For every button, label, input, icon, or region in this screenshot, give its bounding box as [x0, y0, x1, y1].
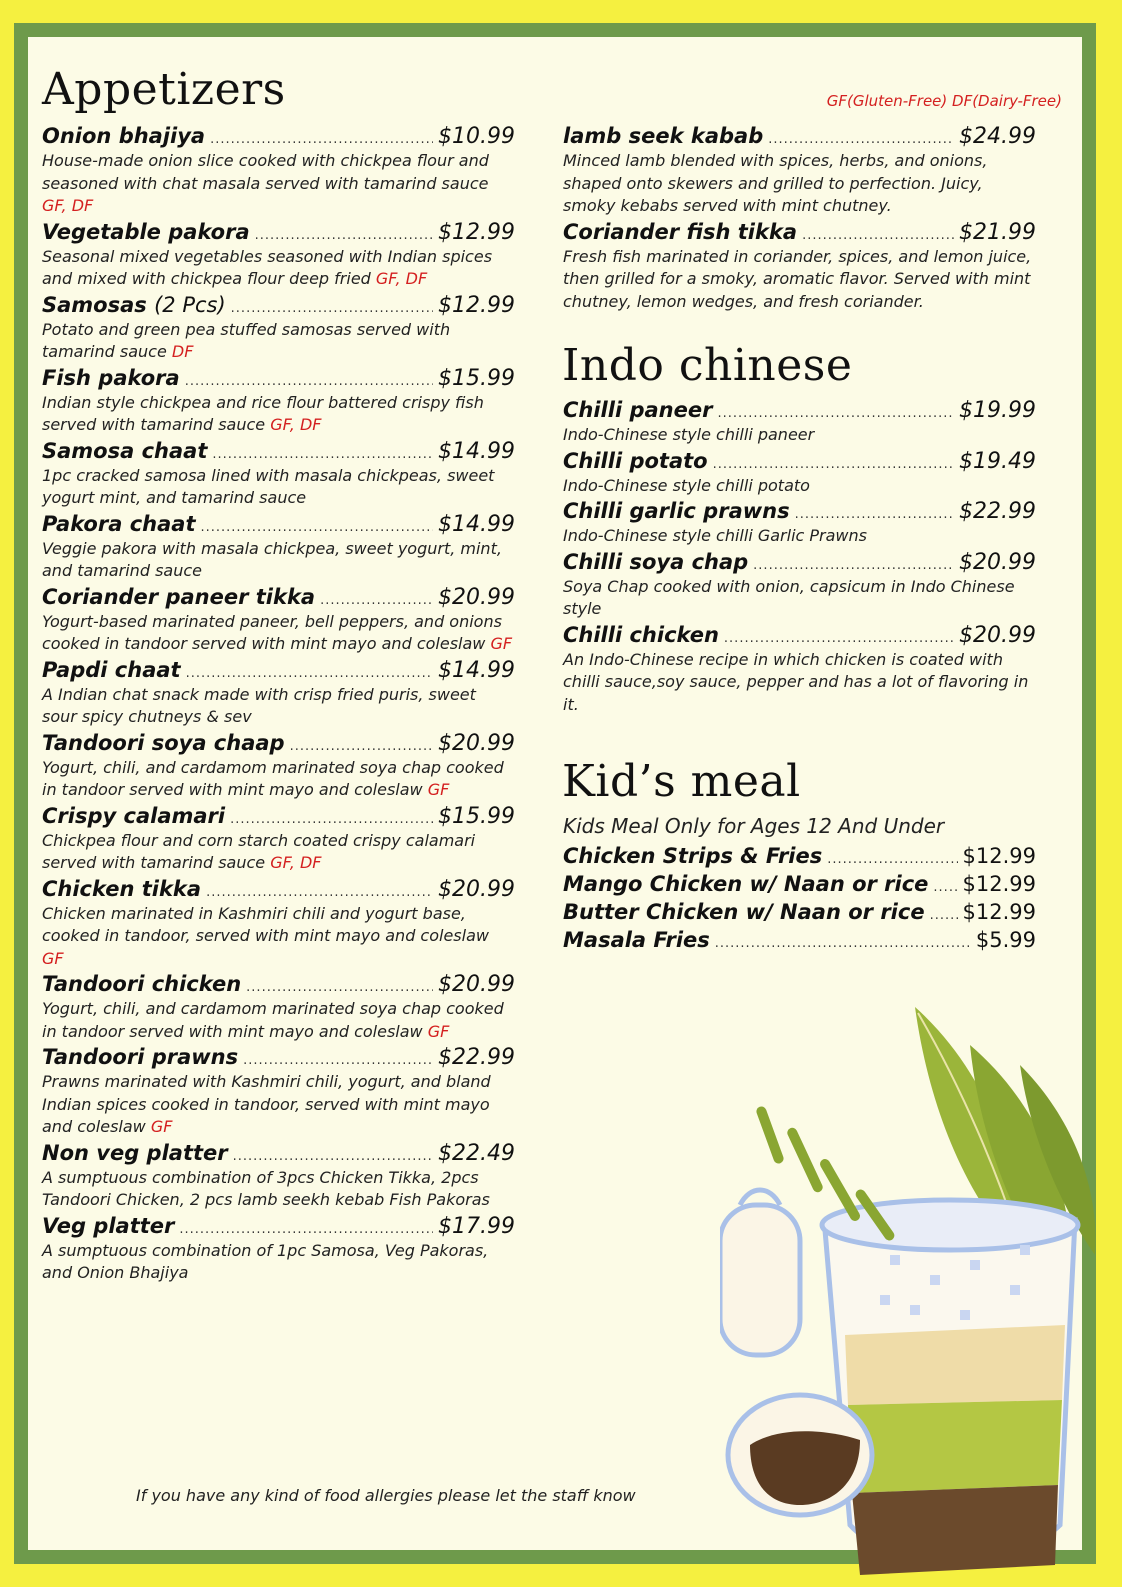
menu-item-price: $22.99	[438, 1045, 515, 1070]
menu-item-name-text: Chilli chicken	[563, 622, 719, 647]
menu-item-name-text: Crispy calamari	[42, 803, 226, 828]
menu-item-description-text: Soya Chap cooked with onion, capsicum in Indo Chinese style	[563, 576, 1015, 618]
menu-item-price: $14.99	[438, 657, 515, 683]
menu-item-description	[42, 465, 515, 510]
menu-item-name	[42, 220, 250, 244]
indo-chinese-list	[563, 398, 1036, 718]
menu-item-name	[563, 220, 797, 244]
menu-item-price: $14.99	[438, 511, 515, 537]
dot-leader	[930, 908, 958, 923]
menu-item-name	[563, 844, 822, 868]
menu-item-name	[563, 499, 790, 523]
menu-item-row	[42, 512, 515, 537]
menu-item-price: $15.99	[438, 803, 515, 829]
menu-item-price: $20.99	[438, 972, 515, 997]
menu-item	[563, 398, 1036, 447]
menu-item	[42, 366, 515, 437]
menu-item-description-text: A sumptuous combination of 1pc Samosa, Veg Pakoras, and Onion Bhajiya	[42, 1240, 489, 1282]
menu-item-price: $22.49	[438, 1140, 515, 1166]
menu-item-row	[563, 220, 1036, 245]
menu-item-description	[42, 246, 515, 291]
menu-item	[42, 124, 515, 218]
menu-item-row	[42, 366, 515, 391]
menu-item	[563, 124, 1036, 218]
menu-item-description	[563, 576, 1036, 621]
menu-item	[563, 449, 1036, 498]
menu-item-name	[563, 872, 928, 896]
menu-item-price: $12.99	[962, 844, 1036, 868]
menu-item-description-text: Yogurt-based marinated paneer, bell peppers, and onions cooked in tandoor served with mint mayo and coleslaw	[42, 611, 502, 653]
dot-leader	[185, 374, 433, 389]
menu-item-description-text: Prawns marinated with Kashmiri chili, yogurt, and bland Indian spices cooked in tandoor, served with mint mayo and coleslaw	[42, 1072, 491, 1136]
menu-item-portion: (2 Pcs)	[154, 292, 226, 317]
menu-item-price: $20.99	[438, 876, 515, 902]
menu-item-price: $12.99	[438, 292, 515, 318]
dietary-tags: GF	[150, 1117, 173, 1136]
menu-item	[42, 804, 515, 875]
dot-leader	[724, 631, 954, 646]
menu-item-name-text: Chilli soya chap	[563, 549, 749, 574]
menu-item-description	[563, 649, 1036, 717]
menu-item-description-text: Fresh fish marinated in coriander, spices, and lemon juice, then grilled for a smoky, aromatic flavor. Served with mint chutney, lemon wedges, and fresh coriander.	[563, 246, 1032, 311]
menu-item	[563, 220, 1036, 314]
menu-item-row	[563, 900, 1036, 924]
menu-item	[42, 585, 515, 656]
menu-item-description-text: 1pc cracked samosa lined with masala chickpeas, sweet yogurt mint, and tamarind sauce	[42, 465, 495, 507]
menu-item-name	[42, 512, 195, 536]
dot-leader	[768, 132, 954, 147]
dot-leader	[246, 980, 433, 995]
menu-item-row	[563, 844, 1036, 868]
menu-item-row	[563, 872, 1036, 896]
menu-item-description-text: Yogurt, chili, and cardamom marinated soya chap cooked in tandoor served with mint mayo and coleslaw	[42, 999, 504, 1041]
menu-item-price: $10.99	[438, 124, 515, 149]
menu-item	[563, 872, 1036, 896]
menu-item-name	[42, 731, 285, 755]
dot-leader	[200, 520, 433, 535]
menu-item-name	[42, 124, 205, 148]
menu-item-description	[42, 1167, 515, 1212]
menu-item-row	[42, 804, 515, 829]
menu-item-name-text: Chilli potato	[563, 448, 708, 473]
menu-item-row	[563, 124, 1036, 149]
menu-item-name	[563, 550, 748, 574]
dot-leader	[243, 1053, 433, 1068]
food-illustration	[720, 1005, 1122, 1587]
menu-item-description	[563, 246, 1036, 314]
dot-leader	[290, 739, 433, 754]
menu-item-name-text: Samosas	[42, 292, 147, 317]
menu-item-name-text: Chicken tikka	[42, 876, 202, 901]
indo-chinese-title: Indo chinese	[562, 340, 853, 391]
dietary-tags: GF, DF	[375, 269, 428, 288]
menu-item	[42, 1045, 515, 1139]
menu-item-price: $12.99	[962, 872, 1036, 896]
menu-item-name	[563, 900, 925, 924]
menu-item	[42, 731, 515, 802]
menu-item-price: $19.99	[959, 398, 1036, 423]
menu-item-description-text: House-made onion slice cooked with chickpea flour and seasoned with chat masala served with tamarind sauce	[42, 151, 489, 193]
menu-item-name	[563, 449, 708, 473]
menu-item-price: $17.99	[438, 1213, 515, 1239]
menu-item-description	[42, 757, 515, 802]
menu-item-name	[42, 1214, 174, 1238]
menu-item-row	[42, 658, 515, 683]
menu-item-description	[42, 1240, 515, 1285]
menu-item-description-text: Indo-Chinese style chilli paneer	[563, 425, 815, 444]
dot-leader	[231, 301, 433, 316]
menu-item-row	[42, 1214, 515, 1239]
dot-leader	[717, 406, 954, 421]
menu-item-description-text: Chicken marinated in Kashmiri chili and yogurt base, cooked in tandoor, served with mint mayo and coleslaw	[42, 903, 489, 945]
menu-item-description-text: A sumptuous combination of 3pcs Chicken Tikka, 2pcs Tandoori Chicken, 2 pcs lamb seekh kebab Fish Pakoras	[42, 1167, 490, 1209]
menu-item-row	[42, 972, 515, 997]
dot-leader	[713, 457, 954, 472]
menu-item	[42, 293, 515, 364]
menu-item-name	[42, 1141, 228, 1165]
menu-item-description	[42, 830, 515, 875]
menu-item-price: $14.99	[438, 438, 515, 464]
dot-leader	[795, 507, 954, 522]
menu-item-row	[563, 449, 1036, 474]
menu-item-description-text: An Indo-Chinese recipe in which chicken is coated with chilli sauce,soy sauce, pepper and has a lot of flavoring in it.	[563, 649, 1029, 714]
menu-item-name	[42, 1045, 238, 1069]
dot-leader	[320, 593, 433, 608]
menu-item-name	[42, 804, 225, 828]
menu-item-row	[563, 928, 1036, 952]
dot-leader	[933, 880, 957, 895]
menu-item-name-text: Non veg platter	[42, 1140, 228, 1165]
menu-item-name-text: Veg platter	[42, 1213, 175, 1238]
menu-item-name-text: Tandoori chicken	[42, 972, 242, 996]
menu-item	[42, 220, 515, 291]
menu-item-price: $20.99	[438, 730, 515, 756]
menu-item-row	[42, 877, 515, 902]
menu-item-price: $20.99	[959, 622, 1036, 648]
menu-item-price: $19.49	[959, 448, 1036, 474]
menu-item-name	[563, 623, 719, 647]
menu-item	[42, 512, 515, 583]
dot-leader	[230, 812, 433, 827]
menu-item-name	[563, 398, 712, 422]
menu-item-name-text: Mango Chicken w/ Naan or rice	[563, 872, 929, 896]
menu-item-price: $12.99	[962, 900, 1036, 924]
menu-item-description	[563, 150, 1036, 218]
jar-illustration	[720, 1190, 800, 1355]
menu-item-description-text: Chickpea flour and corn starch coated crispy calamari served with tamarind sauce	[42, 830, 476, 872]
menu-item-name	[563, 928, 710, 952]
menu-item-description	[563, 424, 1036, 447]
menu-item-name-text: Tandoori soya chaap	[42, 730, 285, 755]
glass-illustration	[822, 1200, 1078, 1575]
kids-meal-section	[563, 806, 1036, 956]
chutney-jar-illustration	[728, 1395, 872, 1515]
menu-item-name	[42, 293, 226, 317]
menu-item	[42, 1141, 515, 1212]
menu-item-name-text: Fish pakora	[42, 365, 180, 390]
menu-item-price: $15.99	[438, 365, 515, 391]
dietary-tags: GF, DF	[270, 415, 322, 434]
dot-leader	[715, 936, 971, 951]
menu-item-name-text: Butter Chicken w/ Naan or rice	[563, 900, 925, 924]
menu-item-row	[42, 124, 515, 149]
menu-item	[563, 900, 1036, 924]
menu-item-row	[42, 1141, 515, 1166]
dot-leader	[179, 1222, 433, 1237]
menu-item	[563, 844, 1036, 868]
menu-item-description	[42, 611, 515, 656]
menu-item-row	[42, 1045, 515, 1070]
menu-item-description-text: Minced lamb blended with spices, herbs, and onions, shaped onto skewers and grilled to perfection. Juicy, smoky kebabs served with mint chutney.	[563, 151, 988, 215]
menu-item-description-text: Yogurt, chili, and cardamom marinated soya chap cooked in tandoor served with mint mayo and coleslaw	[42, 757, 504, 799]
menu-item-name-text: Coriander fish tikka	[563, 219, 798, 244]
menu-item-name-text: Tandoori prawns	[42, 1045, 239, 1069]
dietary-tags: GF	[427, 780, 450, 799]
menu-item-price: $20.99	[959, 549, 1036, 575]
appetizers-list	[42, 124, 515, 1287]
menu-item-description	[42, 684, 515, 729]
allergy-notice: If you have any kind of food allergies please let the staff know	[136, 1486, 636, 1505]
menu-item-price: $21.99	[959, 219, 1036, 245]
menu-item-description	[42, 1071, 515, 1139]
menu-item	[42, 972, 515, 1043]
menu-item-description-text: Indian style chickpea and rice flour battered crispy fish served with tamarind sauce	[42, 392, 484, 434]
menu-item-name	[42, 972, 241, 996]
kids-meal-title: Kid’s meal	[562, 756, 801, 807]
dietary-tags: GF, DF	[42, 196, 94, 215]
menu-item-name-text: Chilli paneer	[563, 398, 713, 422]
menu-item-description-text: Veggie pakora with masala chickpea, sweet yogurt, mint, and tamarind sauce	[42, 538, 502, 580]
dot-leader	[255, 228, 433, 243]
menu-item-name-text: Onion bhajiya	[42, 124, 206, 148]
menu-item-row	[42, 585, 515, 610]
kids-meal-list	[563, 844, 1036, 952]
menu-item-description	[563, 475, 1036, 498]
dietary-tags: GF	[490, 634, 513, 653]
menu-item-name-text: lamb seek kabab	[563, 124, 764, 148]
menu-item-name-text: Samosa chaat	[42, 438, 208, 463]
menu-item-price: $24.99	[959, 124, 1036, 149]
menu-item	[42, 658, 515, 729]
menu-item-name-text: Papdi chaat	[42, 657, 181, 682]
menu-item-description	[42, 903, 515, 971]
menu-item-price: $22.99	[959, 499, 1036, 524]
dot-leader	[827, 852, 957, 867]
menu-item-row	[42, 731, 515, 756]
dietary-tags: GF	[427, 1021, 450, 1041]
menu-item-name-text: Coriander paneer tikka	[42, 584, 316, 609]
menu-item-row	[563, 499, 1036, 524]
menu-item-row	[42, 220, 515, 245]
menu-item-description	[563, 525, 1036, 548]
menu-item-row	[42, 293, 515, 318]
menu-item-row	[563, 398, 1036, 423]
menu-item-name	[563, 124, 763, 148]
dot-leader	[206, 885, 433, 900]
menu-item	[42, 877, 515, 971]
menu-item	[563, 550, 1036, 621]
menu-item-row	[563, 623, 1036, 648]
dietary-legend: GF(Gluten-Free) DF(Dairy-Free)	[826, 92, 1062, 110]
menu-item-name	[42, 585, 315, 609]
kids-meal-note: Kids Meal Only for Ages 12 And Under	[563, 814, 945, 838]
menu-item	[42, 1214, 515, 1285]
dot-leader	[186, 666, 433, 681]
menu-item	[42, 439, 515, 510]
dot-leader	[210, 132, 433, 147]
menu-item	[563, 623, 1036, 717]
menu-item-price: $20.99	[438, 584, 515, 610]
dot-leader	[802, 228, 954, 243]
appetizers-continued-list	[563, 124, 1036, 315]
menu-item-description-text: Potato and green pea stuffed samosas served with tamarind sauce	[42, 319, 451, 361]
dietary-tags: GF, DF	[270, 853, 322, 872]
menu-item-name	[42, 877, 201, 901]
menu-item-description	[42, 319, 515, 364]
menu-item-price: $5.99	[975, 928, 1036, 952]
menu-item-description	[42, 392, 515, 437]
appetizers-title: Appetizers	[42, 64, 286, 115]
menu-item-name-text: Chilli garlic prawns	[563, 499, 790, 523]
menu-item	[563, 928, 1036, 952]
menu-item-description	[42, 150, 515, 218]
dot-leader	[753, 558, 954, 573]
menu-item-description	[42, 538, 515, 583]
menu-item-description-text: Indo-Chinese style chilli potato	[563, 475, 810, 495]
menu-item-name-text: Pakora chaat	[42, 511, 196, 536]
dietary-tags: GF	[42, 948, 64, 968]
menu-item-name	[42, 658, 181, 682]
menu-item-row	[42, 439, 515, 464]
dietary-tags: DF	[171, 342, 194, 361]
menu-item-name	[42, 366, 180, 390]
menu-item-name-text: Masala Fries	[563, 928, 710, 952]
menu-item-row	[563, 550, 1036, 575]
dot-leader	[212, 447, 433, 462]
menu-item-description-text: Indo-Chinese style chilli Garlic Prawns	[563, 526, 867, 545]
menu-item-name-text: Vegetable pakora	[42, 219, 250, 244]
dot-leader	[233, 1149, 433, 1164]
menu-item	[563, 499, 1036, 548]
menu-item-description	[42, 998, 515, 1043]
menu-item-name-text: Chicken Strips & Fries	[563, 844, 823, 868]
menu-item-price: $12.99	[438, 219, 515, 245]
menu-item-description-text: Seasonal mixed vegetables seasoned with Indian spices and mixed with chickpea flour deep fried	[42, 246, 493, 288]
menu-item-name	[42, 439, 207, 463]
menu-item-description-text: A Indian chat snack made with crisp fried puris, sweet sour spicy chutneys & sev	[42, 684, 476, 726]
